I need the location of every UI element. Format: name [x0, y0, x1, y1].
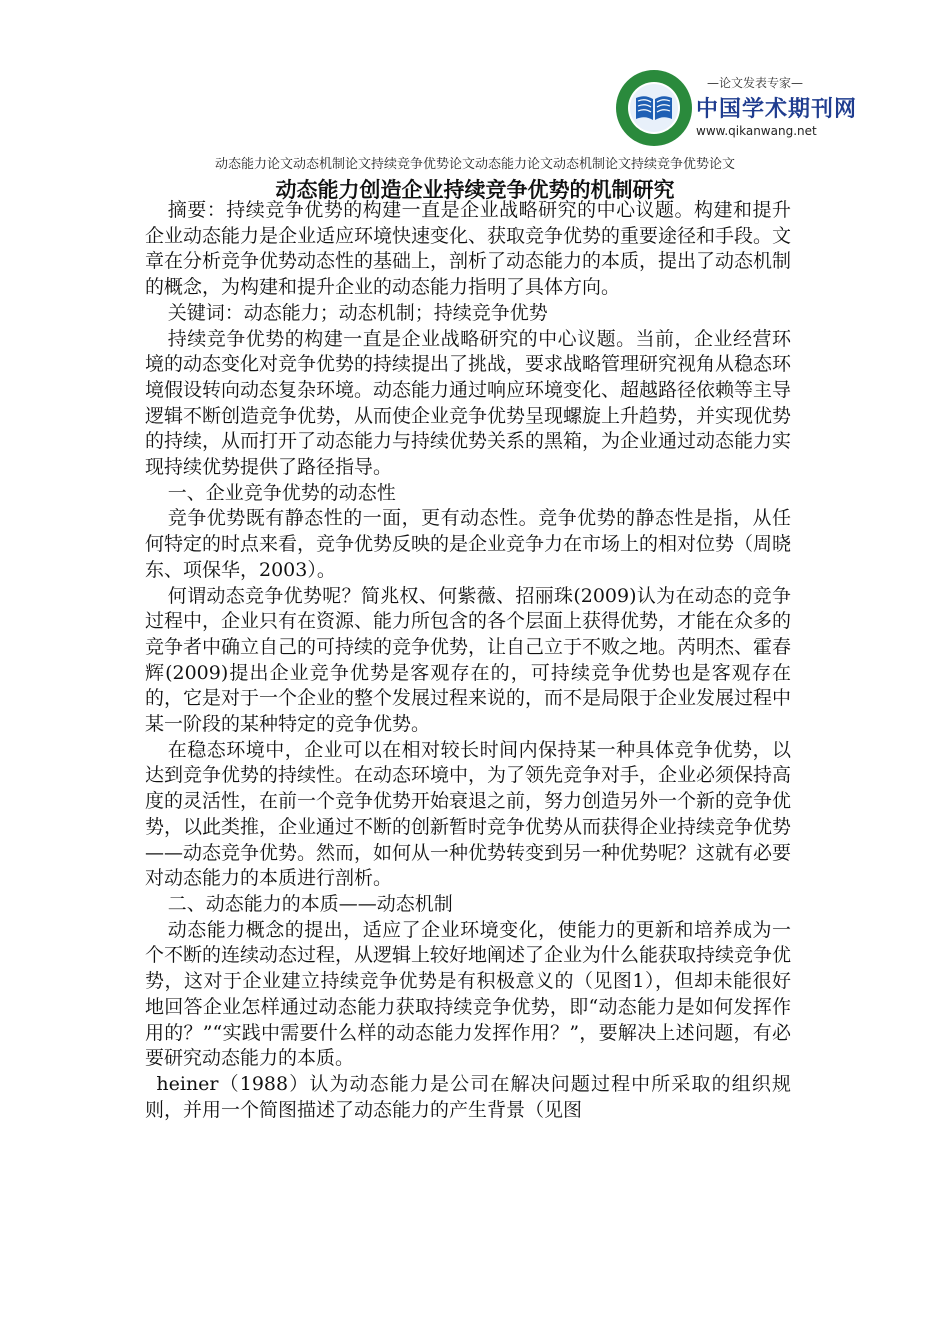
section-heading-1: 一、企业竞争优势的动态性: [167, 481, 396, 504]
logo-tagline: —论文发表专家—: [706, 76, 803, 90]
body-paragraph: 竞争优势既有静态性的一面，更有动态性。竞争优势的静态性是指，从任何特定的时点来看，竞争优势反映的是企业竞争力在市场上的相对位势（周晓东、项保华，2003）。: [145, 507, 792, 581]
keywords-paragraph: 关键词：动态能力；动态机制；持续竞争优势: [167, 301, 548, 324]
body-paragraph: heiner（1988）认为动态能力是公司在解决问题过程中所采取的组织规则，并用一个简图描述了动态能力的产生背景（见图: [145, 1072, 791, 1121]
logo-site-name: 中国学术期刊网: [696, 97, 858, 122]
abstract-paragraph: 摘要：持续竞争优势的构建一直是企业战略研究的中心议题。构建和提升企业动态能力是企业适应环境快速变化、获取竞争优势的重要途径和手段。文章在分析竞争优势动态性的基础上，剖析了动态能力的本质，提出了动态机制的概念，为构建和提升企业的动态能力指明了具体方向。: [145, 199, 792, 299]
logo-emblem-icon: [614, 68, 694, 148]
article-body: [145, 198, 791, 1123]
section-heading-2: 二、动态能力的本质——动态机制: [167, 892, 453, 915]
body-paragraph: 动态能力概念的提出，适应了企业环境变化，使能力的更新和培养成为一个不断的连续动态过程，从逻辑上较好地阐述了企业为什么能获取持续竞争优势，这对于企业建立持续竞争优势是有积极意义的（见图1），但却未能很好地回答企业怎样通过动态能力获取持续竞争优势，即“动态能力是如何发挥作用的？”“实践中需要什么样的动态能力发挥作用？”，要解决上述问题，有必要研究动态能力的本质。: [145, 918, 792, 1070]
body-paragraph: 在稳态环境中，企业可以在相对较长时间内保持某一种具体竞争优势，以达到竞争优势的持续性。在动态环境中，为了领先竞争对手，企业必须保持高度的灵活性，在前一个竞争优势开始衰退之前，努力创造另外一个新的竞争优势，以此类推，企业通过不断的创新暂时竞争优势从而获得企业持续竞争优势——动态竞争优势。然而，如何从一种优势转变到另一种优势呢？这就有必要对动态能力的本质进行剖析。: [145, 738, 792, 890]
body-paragraph: 何谓动态竞争优势呢？简兆权、何紫薇、招丽珠(2009)认为在动态的竞争过程中，企业只有在资源、能力所包含的各个层面上获得优势，才能在众多的竞争者中确立自己的可持续的竞争优势，让自己立于不败之地。芮明杰、霍春辉(2009)提出企业竞争优势是客观存在的，可持续竞争优势也是客观存在的，它是对于一个企业的整个发展过程来说的，而不是局限于企业发展过程中某一阶段的某种特定的竞争优势。: [145, 584, 792, 736]
header-keywords: 动态能力论文动态机制论文持续竞争优势论文动态能力论文动态机制论文持续竞争优势论文: [214, 157, 735, 172]
body-paragraph: 持续竞争优势的构建一直是企业战略研究的中心议题。当前，企业经营环境的动态变化对竞争优势的持续提出了挑战，要求战略管理研究视角从稳态环境假设转向动态复杂环境。动态能力通过响应环境变化、超越路径依赖等主导逻辑不断创造竞争优势，从而使企业竞争优势呈现螺旋上升趋势，并实现优势的持续，从而打开了动态能力与持续优势关系的黑箱，为企业通过动态能力实现持续优势提供了路径指导。: [145, 327, 792, 479]
page-title: 动态能力创造企业持续竞争优势的机制研究: [275, 177, 675, 202]
site-logo: [614, 68, 858, 152]
logo-url[interactable]: www.qikanwang.net: [696, 124, 817, 138]
